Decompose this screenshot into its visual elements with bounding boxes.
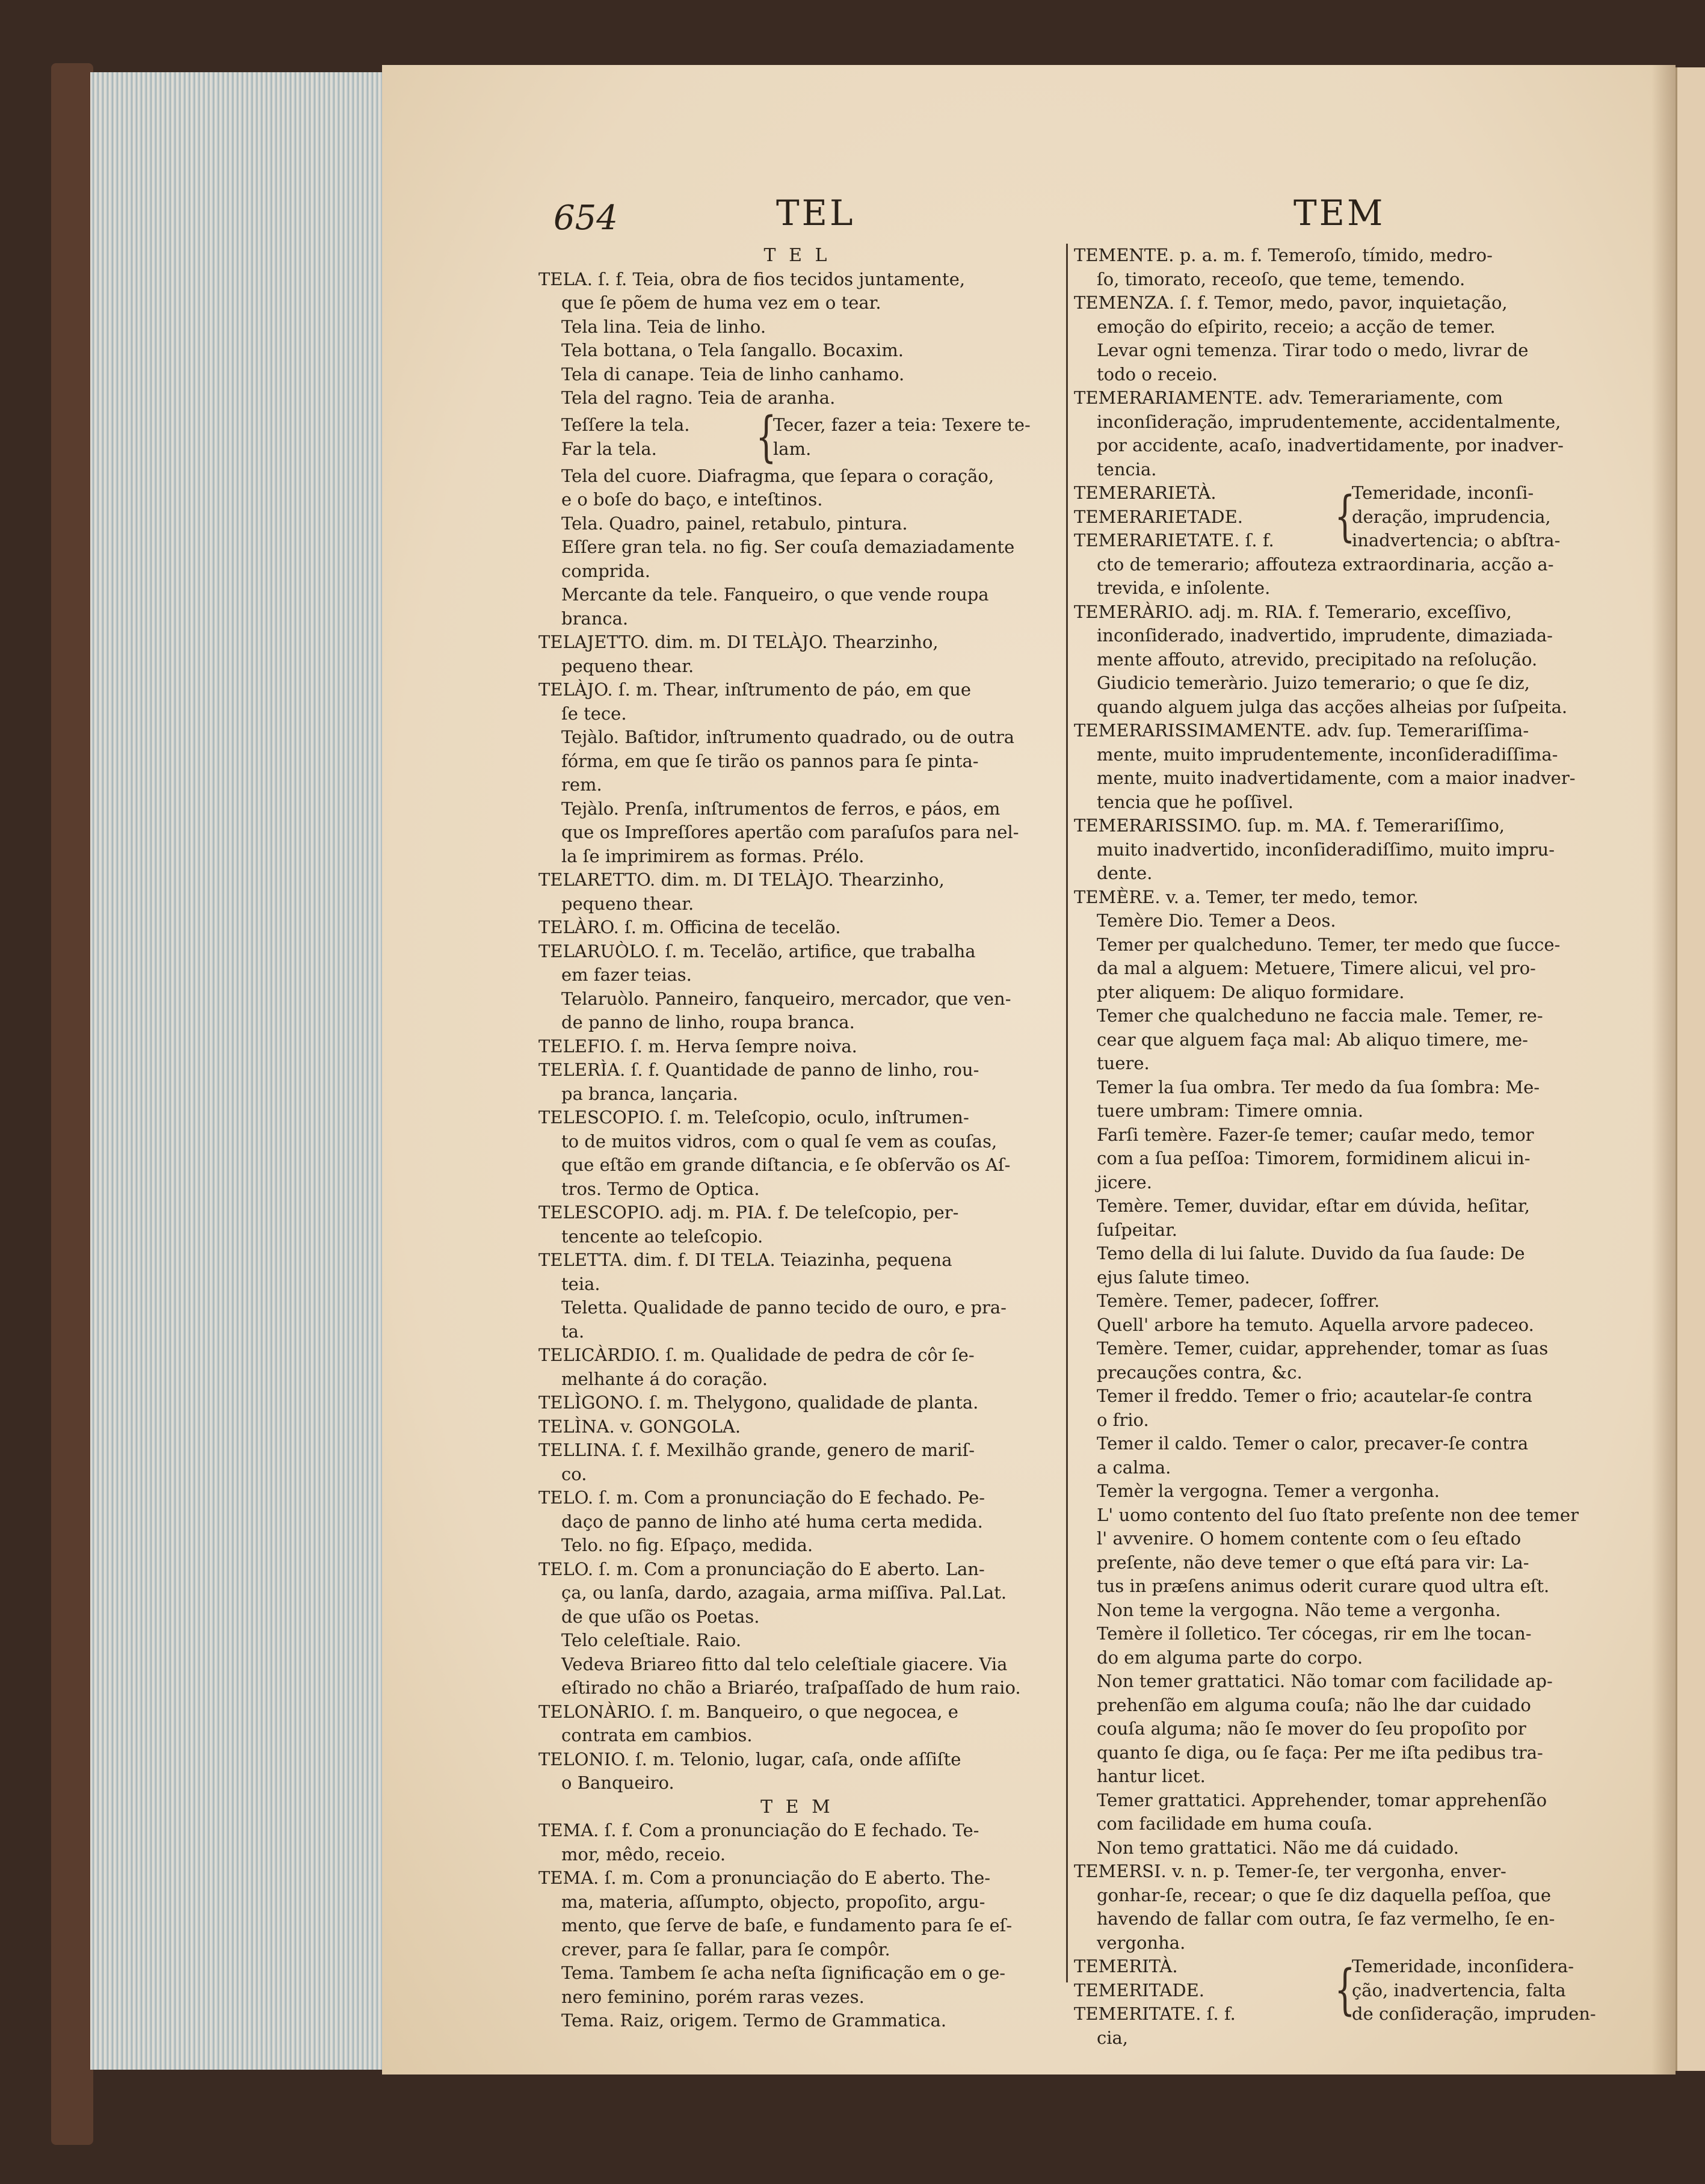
entry-text-line: teia. xyxy=(561,1273,600,1294)
entry-text-line: mor, mêdo, receio. xyxy=(561,1843,726,1865)
entry-headword-line: TELA. ſ. f. Teia, obra de fios tecidos juntamente, xyxy=(538,268,966,289)
brace-headword: TEMERITÀ. xyxy=(1074,1956,1178,1976)
entry-text-line: tuere. xyxy=(1097,1053,1150,1073)
entry-text-line: tros. Termo de Optica. xyxy=(561,1178,760,1199)
brace-group-headwords xyxy=(1074,1955,1330,2026)
entry-headword-line: TEMA. ſ. m. Com a pronunciação do E aberto. The- xyxy=(538,1868,991,1888)
book-cover-edge xyxy=(51,63,93,2145)
entry-text-line: crever, para ſe fallar, para ſe compôr. xyxy=(561,1939,890,1960)
brace-headword: TEMERARIETÀ. xyxy=(1074,483,1216,503)
entry-text-line: dente. xyxy=(1097,863,1153,883)
entry-text-line: Non temo grattatici. Não me dá cuidado. xyxy=(1097,1837,1459,1858)
entry-text-line: to de muitos vidros, com o qual ſe vem as couſas, xyxy=(561,1131,997,1152)
entry-text-line: cto de temerario; affouteza extraordinaria, acção a- xyxy=(1097,554,1554,575)
page-number: 654 xyxy=(553,199,618,238)
entry-text-line: Tejàlo. Prenſa, inſtrumentos de ferros, e páos, em xyxy=(561,798,1000,819)
brace-group-headwords xyxy=(1074,481,1330,553)
entry-text-line: Temère. Temer, cuidar, apprehender, tomar as ſuas xyxy=(1097,1338,1549,1359)
entry-text-line: Tema. Tambem ſe acha neſta ſignificação em o ge- xyxy=(561,1963,1006,1983)
entry-headword-line: TEMERÀRIO. adj. m. RIA. f. Temerario, exceſſivo, xyxy=(1074,601,1512,622)
entry-text-line: havendo de fallar com outra, ſe faz vermelho, ſe en- xyxy=(1097,1908,1555,1929)
section-heading: T E M xyxy=(760,1796,834,1818)
entry-text-line: hantur licet. xyxy=(1097,1766,1206,1786)
brace-definition-line: de conſideração, impruden- xyxy=(1352,2004,1596,2024)
entry-text-line: e o boſe do baço, e inteſtinos. xyxy=(561,489,823,510)
entry-text-line: l' avvenire. O homem contente com o ſeu eſtado xyxy=(1097,1528,1522,1549)
entry-text-line: Temère Dio. Temer a Deos. xyxy=(1097,910,1336,931)
entry-text-line: tencia que he poſſivel. xyxy=(1097,791,1294,812)
entry-headword-line: TELAJETTO. dim. m. DI TELÀJO. Thearzinho, xyxy=(538,632,939,652)
brace-group xyxy=(1074,1955,1596,2026)
entry-headword-line: TELESCOPIO. ſ. m. Teleſcopio, oculo, inſtrumen- xyxy=(538,1107,969,1127)
entry-headword-line: TELONIO. ſ. m. Telonio, lugar, caſa, onde aſſiſte xyxy=(538,1748,961,1769)
entry-text-line: cia, xyxy=(1097,2027,1129,2048)
entry-text-line: prehenſão em alguma couſa; não lhe dar cuidado xyxy=(1097,1694,1531,1715)
entry-text-line: contrata em cambios. xyxy=(561,1725,753,1745)
entry-text-line: rem. xyxy=(561,774,602,795)
gutter-shadow xyxy=(1651,65,1676,2074)
entry-text-line: melhante á do coração. xyxy=(561,1368,768,1389)
entry-headword-line: TELLINA. ſ. f. Mexilhão grande, genero de mariſ- xyxy=(538,1440,975,1460)
entry-text-line: pequeno thear. xyxy=(561,893,694,914)
entry-text-line: tencente ao teleſcopio. xyxy=(561,1226,763,1247)
entry-text-line: Tela bottana, o Tela ſangallo. Bocaxim. xyxy=(561,340,904,360)
left-column xyxy=(538,244,1056,2033)
entry-text-line: Telaruòlo. Panneiro, fanqueiro, mercador, que ven- xyxy=(561,988,1011,1009)
entry-headword-line: TELEFIO. ſ. m. Herva ſempre noiva. xyxy=(538,1035,857,1057)
entry-text-line: ma, materia, aſſumpto, objecto, propoſito, argu- xyxy=(561,1891,985,1912)
entry-text-line: pter aliquem: De aliquo formidare. xyxy=(1097,981,1405,1002)
entry-text-line: Non teme la vergogna. Não teme a vergonha. xyxy=(1097,1599,1501,1620)
entry-text-line: comprida. xyxy=(561,560,650,581)
running-head-left: TEL xyxy=(776,193,856,233)
entry-text-line: precauções contra, &c. xyxy=(1097,1362,1303,1383)
entry-headword-line: TELARETTO. dim. m. DI TELÀJO. Thearzinho, xyxy=(538,869,945,890)
next-page-edge xyxy=(1676,67,1705,2071)
entry-text-line: jicere. xyxy=(1097,1171,1152,1192)
brace-definition-line: lam. xyxy=(773,438,812,459)
page-edges xyxy=(90,72,383,2070)
entry-text-line: Temèr la vergogna. Temer a vergonha. xyxy=(1097,1481,1440,1501)
column-rule xyxy=(1066,244,1068,1982)
entry-headword-line: TELÌGONO. ſ. m. Thelygono, qualidade de planta. xyxy=(538,1392,979,1413)
entry-text-line: Temer che qualcheduno ne faccia male. Temer, re- xyxy=(1097,1005,1543,1026)
entry-text-line: mente, muito inadvertidamente, com a maior inadver- xyxy=(1097,768,1576,788)
entry-headword-line: TEMENTE. p. a. m. f. Temeroſo, tímido, medro- xyxy=(1074,245,1493,265)
entry-text-line: Tela di canape. Teia de linho canhamo. xyxy=(561,363,905,384)
entry-headword-line: TELARUÒLO. ſ. m. Tecelão, artifice, que trabalha xyxy=(538,940,976,961)
entry-text-line: Non temer grattatici. Não tomar com facilidade ap- xyxy=(1097,1671,1553,1691)
entry-text-line: Temer per qualcheduno. Temer, ter medo que ſucce- xyxy=(1097,934,1561,955)
brace-definition-line: Tecer, fazer a teia: Texere te- xyxy=(773,415,1031,435)
entry-text-line: daço de panno de linho até huma certa medida. xyxy=(561,1511,983,1532)
entry-text-line: quanto ſe diga, ou ſe faça: Per me iſta pedibus tra- xyxy=(1097,1742,1543,1763)
entry-headword-line: TELÀJO. ſ. m. Thear, inſtrumento de páo, em que xyxy=(538,679,972,700)
brace-glyph: { xyxy=(1334,1958,1355,2022)
entry-headword-line: TELETTA. dim. f. DI TELA. Teiazinha, pequena xyxy=(538,1250,952,1270)
brace-headword: TEMERARIETADE. xyxy=(1074,506,1243,527)
entry-text-line: com facilidade em huma couſa. xyxy=(1097,1813,1373,1834)
entry-text-line: por accidente, acaſo, inadvertidamente, por inadver- xyxy=(1097,435,1564,455)
entry-text-line: ſe tece. xyxy=(561,703,627,724)
entry-text-line: Tela. Quadro, painel, retabulo, pintura. xyxy=(561,513,908,534)
entry-text-line: ta. xyxy=(561,1321,585,1342)
brace-definition-line: Temeridade, inconſidera- xyxy=(1352,1956,1574,1976)
entry-text-line: com a ſua peſſoa: Timorem, formidinem alicui in- xyxy=(1097,1148,1531,1168)
entry-text-line: Temer il caldo. Temer o calor, precaver-ſe contra xyxy=(1097,1433,1529,1454)
entry-text-line: o frio. xyxy=(1097,1409,1149,1430)
entry-text-line: que eſtão em grande diſtancia, e ſe obſervão os Aſ- xyxy=(561,1155,1011,1175)
brace-definition-line: Temeridade, inconſi- xyxy=(1352,483,1534,503)
entry-text-line: mente affouto, atrevido, precipitado na reſolução. xyxy=(1097,649,1538,670)
entry-headword-line: TELONÀRIO. ſ. m. Banqueiro, o que negocea, e xyxy=(538,1701,958,1722)
entry-text-line: cear que alguem faça mal: Ab aliquo timere, me- xyxy=(1097,1029,1528,1050)
entry-text-line: fórma, em que ſe tirão os pannos para ſe pinta- xyxy=(561,750,979,771)
entry-text-line: tus in præſens animus oderit curare quod ultra eſt. xyxy=(1097,1576,1550,1596)
entry-text-line: inconſiderado, inadvertido, imprudente, dimaziada- xyxy=(1097,625,1553,646)
brace-definition-line: ção, inadvertencia, falta xyxy=(1352,1979,1566,2000)
entry-text-line: ſuſpeitar. xyxy=(1097,1219,1177,1240)
entry-text-line: todo o receio. xyxy=(1097,363,1218,384)
entry-text-line: quando alguem julga das acções alheias por ſuſpeita. xyxy=(1097,696,1568,717)
brace-headword: Teſſere la tela. xyxy=(561,415,690,435)
entry-text-line: branca. xyxy=(561,608,629,629)
entry-text-line: mento, que ſerve de baſe, e fundamento para ſe eſ- xyxy=(561,1915,1013,1936)
entry-text-line: Mercante da tele. Fanqueiro, o que vende roupa xyxy=(561,584,989,605)
entry-text-line: Telo celeſtiale. Raio. xyxy=(561,1630,742,1650)
entry-headword-line: TEMENZA. ſ. f. Temor, medo, pavor, inquietação, xyxy=(1074,292,1508,313)
entry-text-line: pa branca, lançaria. xyxy=(561,1083,738,1104)
entry-text-line: nero feminino, porém raras vezes. xyxy=(561,1986,865,2007)
entry-text-line: eſtirado no chão a Briaréo, traſpaſſado de hum raio. xyxy=(561,1677,1021,1698)
brace-group-definition xyxy=(1352,1955,1596,2026)
entry-text-line: do em alguma parte do corpo. xyxy=(1097,1647,1363,1668)
entry-text-line: Eſſere gran tela. no fig. Ser couſa demaziadamente xyxy=(561,537,1015,557)
right-column xyxy=(1074,244,1596,2050)
entry-headword-line: TELESCOPIO. adj. m. PIA. f. De teleſcopio, per- xyxy=(538,1202,959,1223)
entry-text-line: Tela del ragno. Teia de aranha. xyxy=(561,387,836,408)
entry-text-line: Temère. Temer, padecer, ſoffrer. xyxy=(1097,1291,1380,1311)
entry-text-line: tencia. xyxy=(1097,458,1157,480)
entry-text-line: Farſi temère. Fazer-ſe temer; cauſar medo, temor xyxy=(1097,1124,1534,1145)
entry-headword-line: TEMÈRE. v. a. Temer, ter medo, temor. xyxy=(1074,886,1419,907)
entry-text-line: Tejàlo. Baſtidor, inſtrumento quadrado, ou de outra xyxy=(561,727,1015,747)
entry-text-line: Temère il ſolletico. Ter cócegas, rir em lhe tocan- xyxy=(1097,1623,1532,1644)
entry-text-line: vergonha. xyxy=(1097,1932,1186,1953)
entry-text-line: pequeno thear. xyxy=(561,655,694,676)
running-head-right: TEM xyxy=(1293,193,1386,233)
brace-group xyxy=(1074,481,1591,553)
entry-text-line: que os Impreſſores apertão com paraſuſos para nel- xyxy=(561,822,1019,842)
entry-text-line: L' uomo contento del ſuo ſtato preſente non dee temer xyxy=(1097,1504,1579,1525)
entry-text-line: muito inadvertido, inconſideradiſſimo, muito impru- xyxy=(1097,839,1555,860)
brace-glyph: { xyxy=(1334,485,1355,549)
entry-text-line: Temo della di lui ſalute. Duvido da ſua ſaude: De xyxy=(1097,1243,1525,1263)
entry-text-line: emoção do eſpirito, receio; a acção de temer. xyxy=(1097,316,1496,337)
entry-text-line: o Banqueiro. xyxy=(561,1772,674,1793)
entry-text-line: mente, muito imprudentemente, inconſideradiſſima- xyxy=(1097,744,1558,765)
entry-headword-line: TEMERARIAMENTE. adv. Temerariamente, com xyxy=(1074,387,1503,408)
entry-headword-line: TELO. ſ. m. Com a pronunciação do E fechado. Pe- xyxy=(538,1487,985,1508)
entry-text-line: preſente, não deve temer o que eſtá para vir: La- xyxy=(1097,1552,1529,1573)
brace-group-definition xyxy=(773,413,1056,461)
entry-text-line: de panno de linho, roupa branca. xyxy=(561,1012,855,1032)
entry-text-line: Temer la ſua ombra. Ter medo da ſua ſombra: Me- xyxy=(1097,1076,1540,1097)
entry-text-line: Levar ogni temenza. Tirar todo o medo, livrar de xyxy=(1097,340,1529,360)
entry-text-line: ejus ſalute timeo. xyxy=(1097,1266,1250,1288)
brace-group-headwords xyxy=(561,413,751,461)
entry-headword-line: TELÌNA. v. GONGOLA. xyxy=(538,1416,741,1437)
brace-definition-line: inadvertencia; o abſtra- xyxy=(1352,530,1561,551)
brace-headword: TEMERARIETATE. ſ. f. xyxy=(1074,530,1274,551)
entry-text-line: Tema. Raiz, origem. Termo de Grammatica. xyxy=(561,2010,947,2031)
brace-definition-line: deração, imprudencia, xyxy=(1352,506,1551,527)
entry-text-line: couſa alguma; não ſe mover do ſeu propoſito por xyxy=(1097,1718,1526,1739)
entry-headword-line: TEMA. ſ. f. Com a pronunciação do E fechado. Te- xyxy=(538,1820,979,1840)
brace-group-definition xyxy=(1352,481,1591,553)
entry-headword-line: TELO. ſ. m. Com a pronunciação do E aberto. Lan- xyxy=(538,1558,985,1579)
entry-text-line: co. xyxy=(561,1463,587,1484)
entry-headword-line: TEMERSI. v. n. p. Temer-ſe, ter vergonha, enver- xyxy=(1074,1861,1506,1881)
entry-text-line: Tela del cuore. Diafragma, que ſepara o coração, xyxy=(561,465,994,486)
entry-text-line: inconſideração, imprudentemente, accidentalmente, xyxy=(1097,411,1561,432)
entry-text-line: Tela lina. Teia de linho. xyxy=(561,316,766,337)
section-heading: T E L xyxy=(763,245,831,266)
brace-headword: Far la tela. xyxy=(561,438,657,459)
entry-text-line: Temer il freddo. Temer o frio; acautelar-ſe contra xyxy=(1097,1386,1532,1406)
entry-text-line: trevida, e inſolente. xyxy=(1097,578,1271,598)
entry-text-line: ſo, timorato, receoſo, que teme, temendo. xyxy=(1097,268,1466,289)
brace-group xyxy=(538,405,1056,469)
brace-glyph: { xyxy=(756,405,777,469)
entry-text-line: Quell' arbore ha temuto. Aquella arvore padeceo. xyxy=(1097,1314,1534,1335)
entry-headword-line: TEMERARISSIMO. ſup. m. MA. f. Temerariſſimo, xyxy=(1074,815,1505,836)
entry-headword-line: TELERÌA. ſ. f. Quantidade de panno de linho, rou- xyxy=(538,1060,979,1080)
brace-headword: TEMERITATE. ſ. f. xyxy=(1074,2004,1236,2024)
entry-text-line: la ſe imprimirem as formas. Prélo. xyxy=(561,845,865,866)
entry-headword-line: TELICÀRDIO. ſ. m. Qualidade de pedra de côr ſe- xyxy=(538,1345,975,1365)
entry-headword-line: TELÀRO. ſ. m. Officina de tecelão. xyxy=(538,917,841,937)
entry-text-line: em fazer teias. xyxy=(561,964,692,985)
entry-text-line: que ſe põem de huma vez em o tear. xyxy=(561,292,881,313)
entry-text-line: de que uſão os Poetas. xyxy=(561,1606,760,1627)
entry-text-line: a calma. xyxy=(1097,1457,1171,1478)
entry-text-line: gonhar-ſe, recear; o que ſe diz daquella peſſoa, que xyxy=(1097,1884,1552,1905)
entry-text-line: Temer grattatici. Apprehender, tomar apprehenſão xyxy=(1097,1789,1547,1810)
entry-text-line: Vedeva Briareo fitto dal telo celeſtiale giacere. Via xyxy=(561,1653,1008,1674)
entry-text-line: Temère. Temer, duvidar, eſtar em dúvida, heſitar, xyxy=(1097,1195,1530,1216)
entry-text-line: da mal a alguem: Metuere, Timere alicui, vel pro- xyxy=(1097,958,1536,978)
entry-text-line: ça, ou lanſa, dardo, azagaia, arma miſſiva. Pal.Lat. xyxy=(561,1582,1007,1603)
entry-text-line: Giudicio temeràrio. Juizo temerario; o que ſe diz, xyxy=(1097,673,1530,693)
entry-text-line: Telo. no fig. Eſpaço, medida. xyxy=(561,1535,813,1555)
entry-text-line: tuere umbram: Timere omnia. xyxy=(1097,1100,1364,1121)
brace-headword: TEMERITADE. xyxy=(1074,1979,1205,2000)
entry-headword-line: TEMERARISSIMAMENTE. adv. ſup. Temerariſſima- xyxy=(1074,720,1529,741)
entry-text-line: Teletta. Qualidade de panno tecido de ouro, e pra- xyxy=(561,1297,1007,1318)
